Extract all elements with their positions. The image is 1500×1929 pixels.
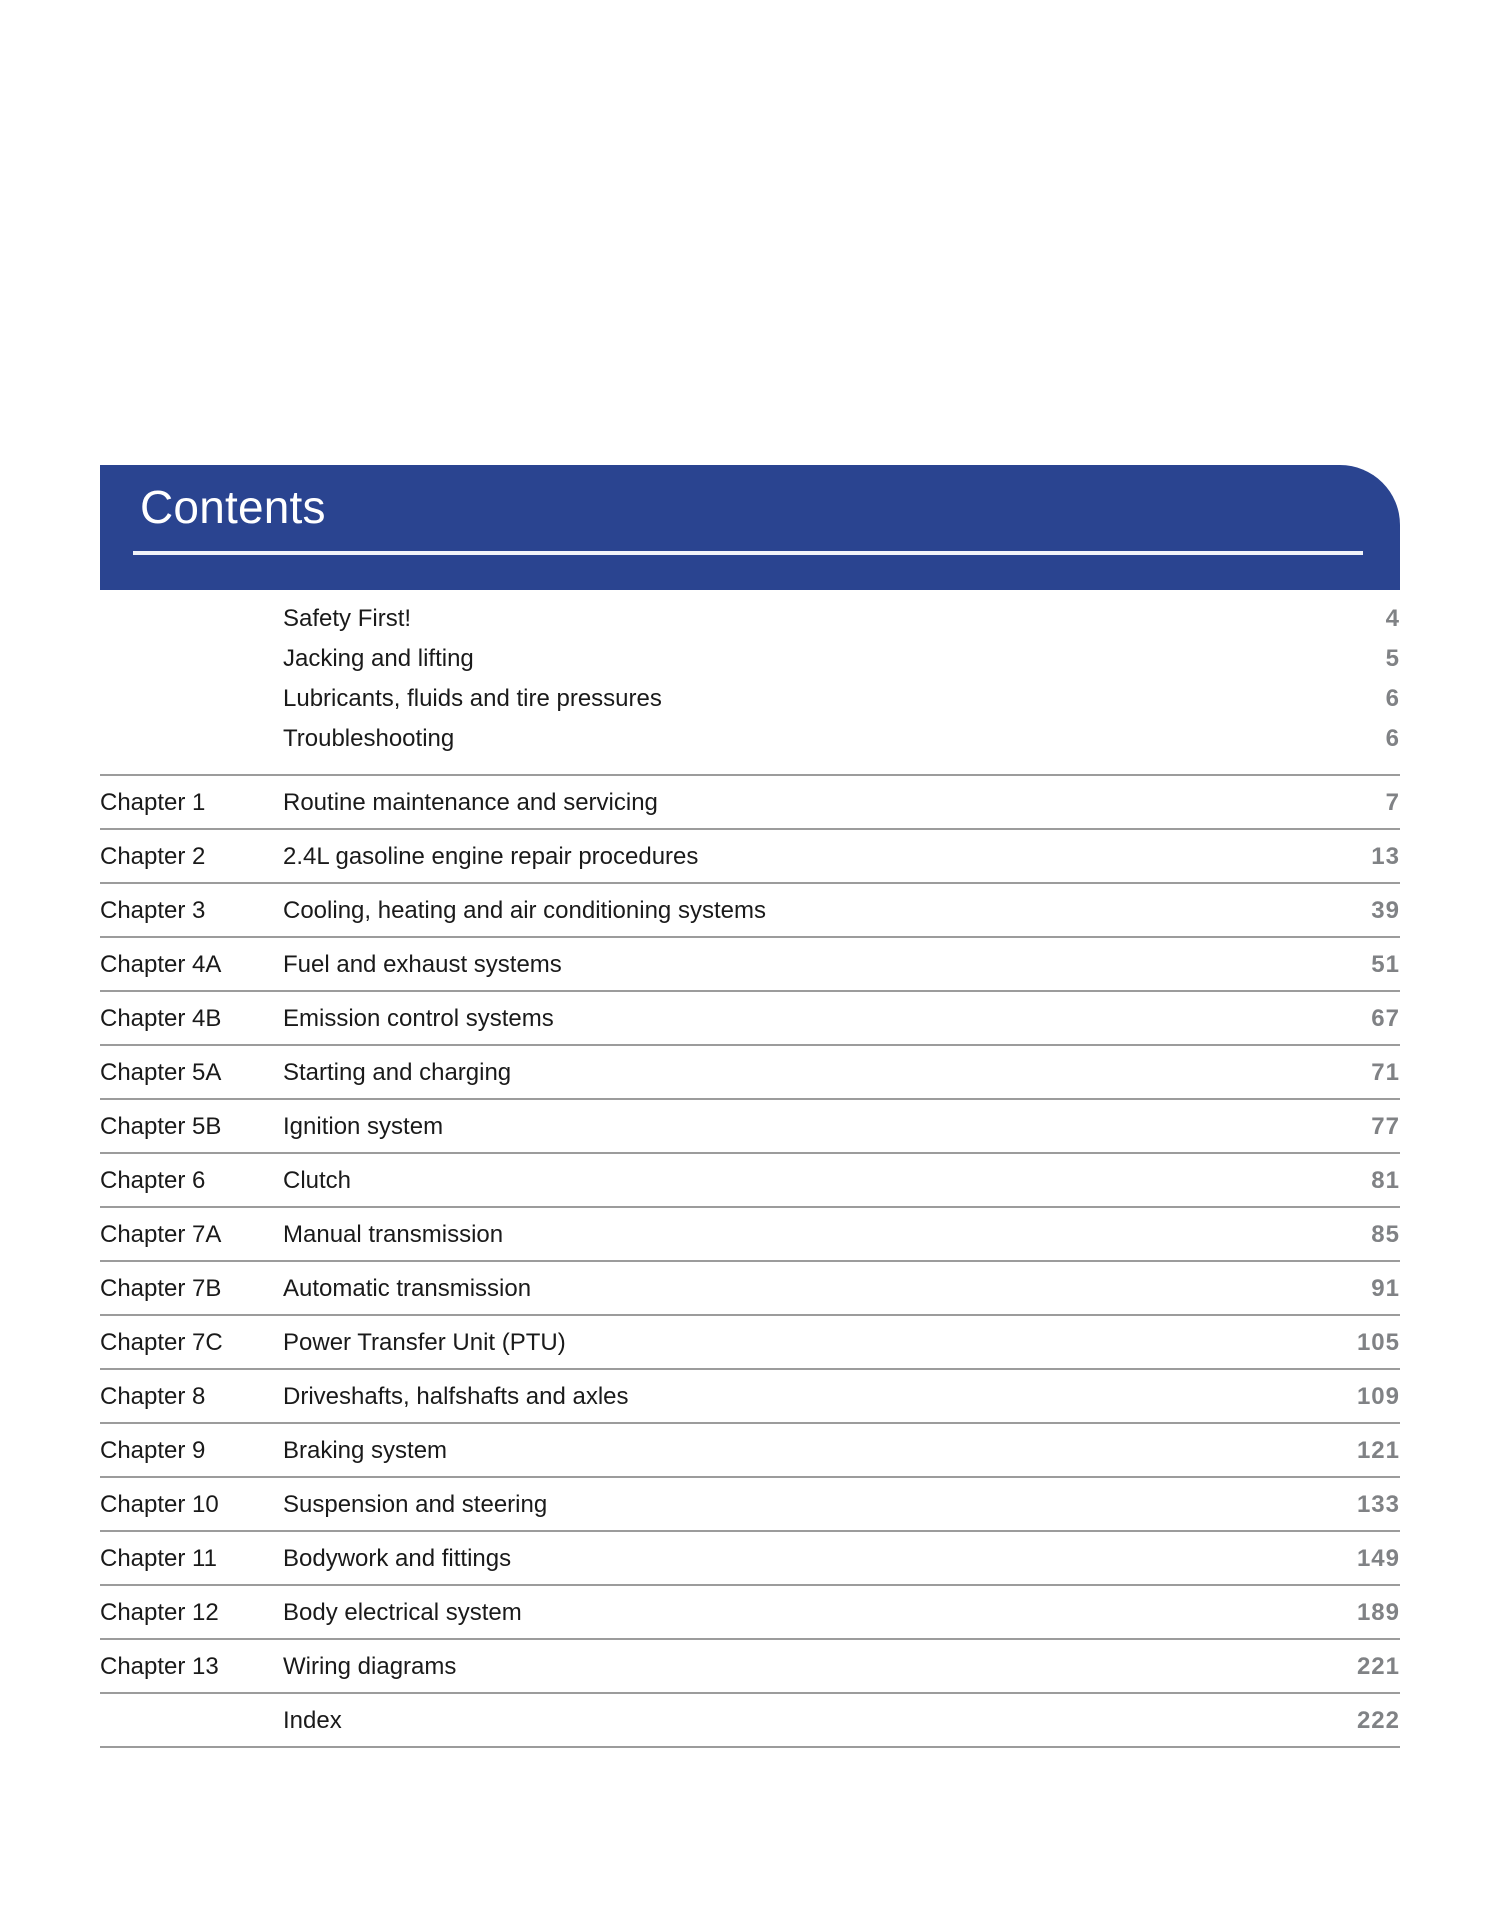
toc-entry-page-number: 39 (1371, 897, 1400, 924)
toc-entry-row[interactable] (100, 1476, 1400, 1530)
toc-entry-row[interactable] (100, 936, 1400, 990)
toc-entry-row[interactable] (100, 882, 1400, 936)
toc-entry-title[interactable]: Ignition system (283, 1113, 444, 1140)
toc-list-bottom-rule (100, 1746, 1400, 1748)
toc-entry-title[interactable]: Bodywork and fittings (283, 1545, 512, 1572)
toc-entry-page-number: 133 (1356, 1491, 1400, 1518)
toc-entry-page-number: 7 (1385, 789, 1400, 816)
toc-entry-title[interactable]: Fuel and exhaust systems (283, 951, 562, 978)
toc-entry-title[interactable]: Cooling, heating and air conditioning systems (283, 897, 766, 924)
toc-entry-row[interactable] (100, 600, 1400, 640)
toc-entry-row[interactable] (100, 640, 1400, 680)
toc-entry-row[interactable] (100, 774, 1400, 828)
toc-entry-page-number: 6 (1385, 725, 1400, 752)
toc-entry-row[interactable] (100, 1530, 1400, 1584)
toc-entry-chapter-label: Chapter 7B (100, 1275, 222, 1302)
toc-entry-title[interactable]: Starting and charging (283, 1059, 512, 1086)
toc-entry-page-number: 71 (1371, 1059, 1400, 1086)
toc-entry-page-number: 13 (1371, 843, 1400, 870)
toc-entry-title[interactable]: Lubricants, fluids and tire pressures (283, 685, 662, 712)
toc-entry-page-number: 91 (1371, 1275, 1400, 1302)
toc-entry-row[interactable] (100, 1044, 1400, 1098)
toc-entry-row[interactable] (100, 1422, 1400, 1476)
toc-entry-row[interactable] (100, 720, 1400, 760)
toc-entry-page-number: 77 (1371, 1113, 1400, 1140)
toc-entry-row[interactable] (100, 680, 1400, 720)
contents-header-banner (100, 465, 1400, 590)
toc-entry-row[interactable] (100, 1206, 1400, 1260)
toc-entry-page-number: 67 (1371, 1005, 1400, 1032)
toc-entry-page-number: 105 (1356, 1329, 1400, 1356)
toc-entry-chapter-label: Chapter 11 (100, 1545, 217, 1572)
toc-entry-chapter-label: Chapter 7A (100, 1221, 222, 1248)
table-of-contents-list (100, 600, 1400, 1748)
toc-entry-title[interactable]: Routine maintenance and servicing (283, 789, 658, 816)
toc-entry-page-number: 149 (1356, 1545, 1400, 1572)
toc-entry-title[interactable]: Safety First! (283, 605, 412, 632)
toc-entry-title[interactable]: Index (283, 1707, 342, 1734)
toc-entry-page-number: 6 (1385, 685, 1400, 712)
toc-entry-title[interactable]: Automatic transmission (283, 1275, 532, 1302)
toc-entry-row[interactable] (100, 1260, 1400, 1314)
toc-entry-page-number: 81 (1371, 1167, 1400, 1194)
toc-entry-title[interactable]: Jacking and lifting (283, 645, 474, 672)
toc-entry-page-number: 51 (1371, 951, 1400, 978)
toc-entry-title[interactable]: Driveshafts, halfshafts and axles (283, 1383, 629, 1410)
toc-entry-page-number: 109 (1356, 1383, 1400, 1410)
toc-entry-chapter-label: Chapter 5B (100, 1113, 222, 1140)
toc-entry-chapter-label: Chapter 9 (100, 1437, 206, 1464)
toc-entry-title[interactable]: Suspension and steering (283, 1491, 548, 1518)
toc-entry-row[interactable] (100, 1584, 1400, 1638)
toc-entry-page-number: 189 (1356, 1599, 1400, 1626)
toc-entry-row[interactable] (100, 1368, 1400, 1422)
toc-entry-page-number: 4 (1385, 605, 1400, 632)
toc-entry-title[interactable]: Emission control systems (283, 1005, 554, 1032)
toc-entry-row[interactable] (100, 828, 1400, 882)
toc-entry-title[interactable]: Clutch (283, 1167, 352, 1194)
toc-entry-chapter-label: Chapter 7C (100, 1329, 223, 1356)
toc-entry-page-number: 5 (1385, 645, 1400, 672)
page-title: Contents (140, 481, 326, 533)
toc-entry-chapter-label: Chapter 5A (100, 1059, 222, 1086)
header-underline-rule (133, 551, 1363, 555)
toc-entry-chapter-label: Chapter 3 (100, 897, 206, 924)
toc-entry-row[interactable] (100, 1638, 1400, 1692)
toc-entry-page-number: 221 (1356, 1653, 1400, 1680)
toc-entry-chapter-label: Chapter 1 (100, 789, 206, 816)
toc-entry-page-number: 222 (1356, 1707, 1400, 1734)
toc-entry-page-number: 121 (1356, 1437, 1400, 1464)
toc-entry-title[interactable]: Body electrical system (283, 1599, 522, 1626)
toc-entry-chapter-label: Chapter 4B (100, 1005, 222, 1032)
toc-entry-row[interactable] (100, 1152, 1400, 1206)
toc-entry-title[interactable]: Power Transfer Unit (PTU) (283, 1329, 566, 1356)
toc-entry-title[interactable]: Manual transmission (283, 1221, 504, 1248)
toc-entry-row[interactable] (100, 1098, 1400, 1152)
toc-entry-chapter-label: Chapter 12 (100, 1599, 219, 1626)
toc-entry-row[interactable] (100, 1692, 1400, 1746)
toc-entry-chapter-label: Chapter 13 (100, 1653, 219, 1680)
toc-entry-chapter-label: Chapter 8 (100, 1383, 206, 1410)
toc-entry-row[interactable] (100, 990, 1400, 1044)
toc-entry-title[interactable]: Wiring diagrams (283, 1653, 457, 1680)
toc-entry-row[interactable] (100, 1314, 1400, 1368)
toc-entry-title[interactable]: 2.4L gasoline engine repair procedures (283, 843, 699, 870)
toc-entry-chapter-label: Chapter 10 (100, 1491, 219, 1518)
toc-entry-title[interactable]: Troubleshooting (283, 725, 455, 752)
toc-entry-title[interactable]: Braking system (283, 1437, 448, 1464)
toc-entry-chapter-label: Chapter 6 (100, 1167, 206, 1194)
toc-entry-page-number: 85 (1371, 1221, 1400, 1248)
toc-entry-chapter-label: Chapter 4A (100, 951, 222, 978)
toc-entry-chapter-label: Chapter 2 (100, 843, 206, 870)
